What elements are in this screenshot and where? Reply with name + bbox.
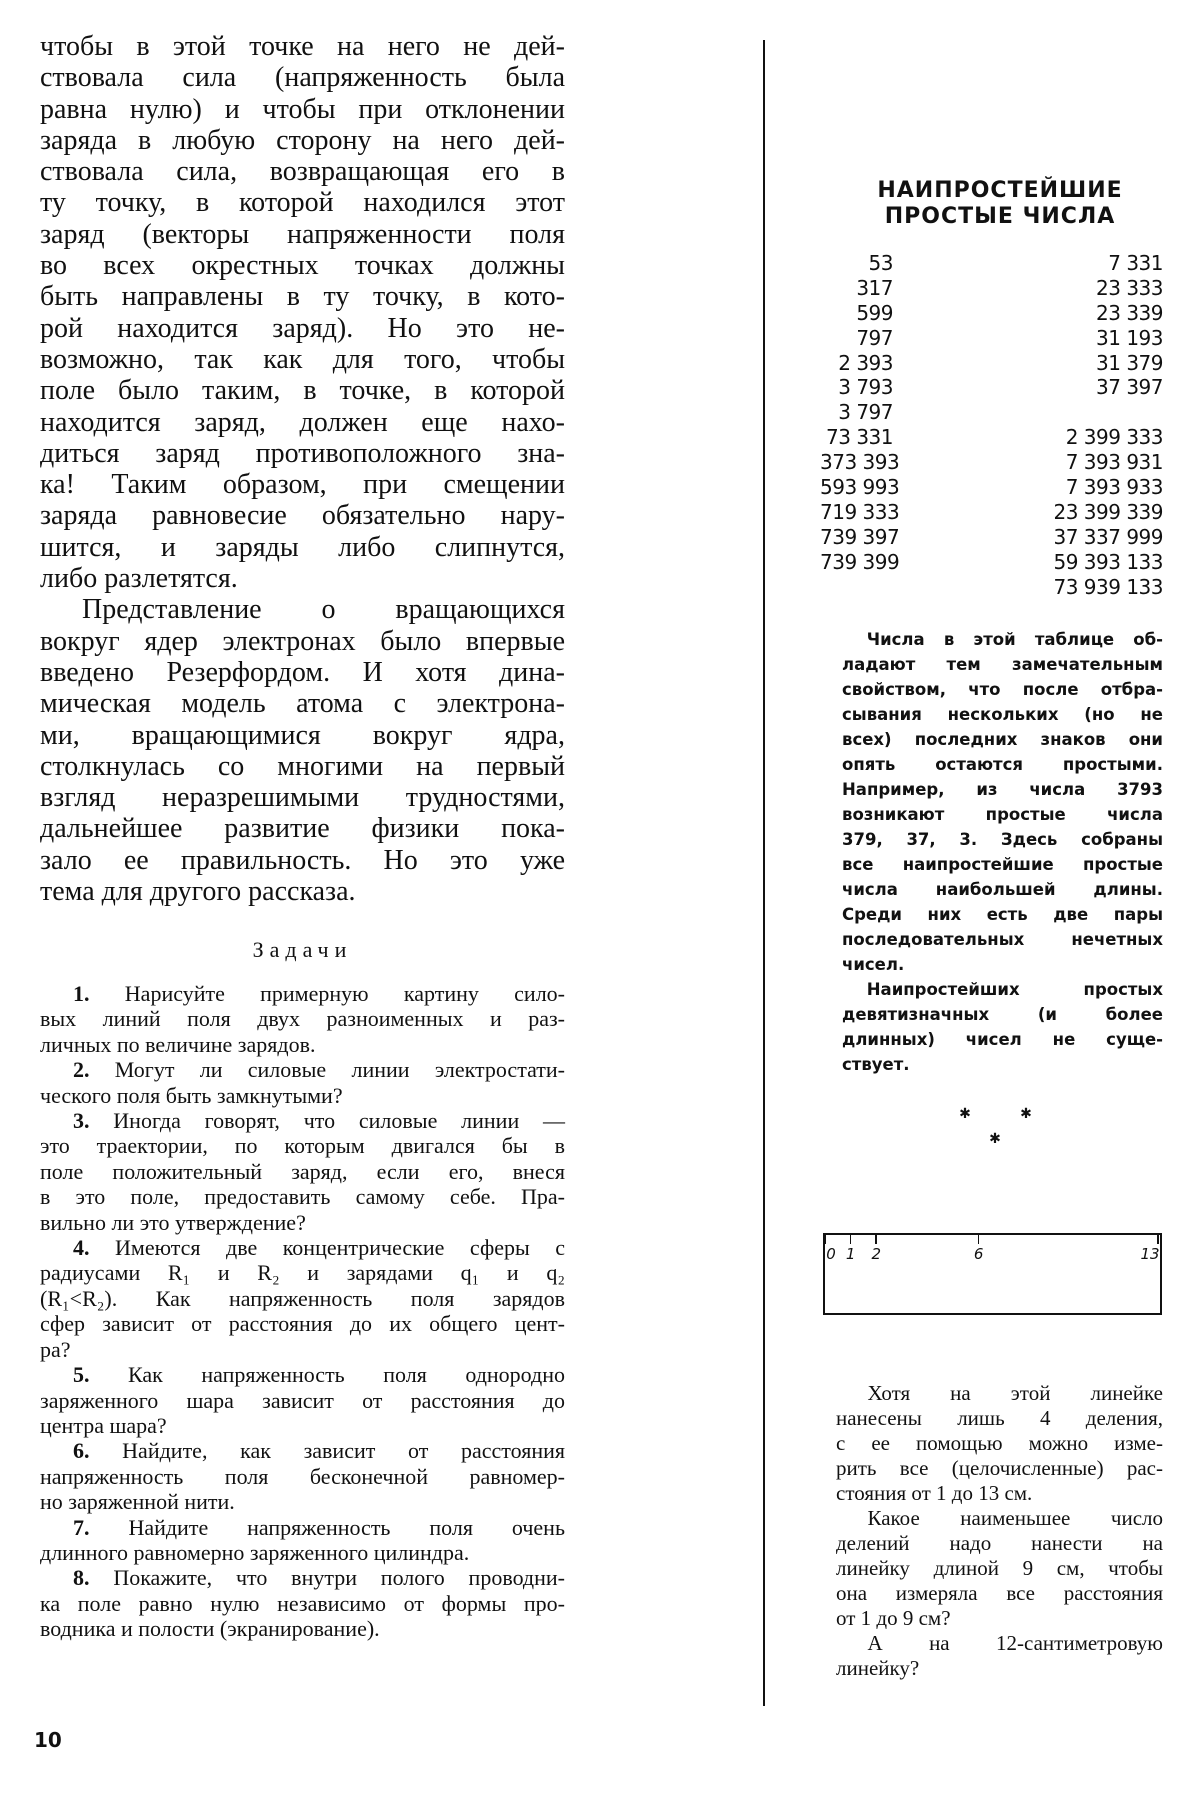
task-line: поле положительный заряд, если его, внеся bbox=[40, 1158, 565, 1184]
text-line: чисел. bbox=[842, 955, 905, 974]
prime-number: 739 399 bbox=[820, 549, 900, 574]
task-line: вых линий поля двух разноименных и раз- bbox=[40, 1006, 565, 1032]
text-line: от 1 до 9 см? bbox=[836, 1606, 951, 1630]
text-line: диться заряд противоположного зна- bbox=[40, 437, 565, 469]
table-title-line: НАИПРОСТЕЙШИЕ bbox=[877, 178, 1123, 203]
text-line: столкнулась со многими на первый bbox=[40, 750, 565, 782]
text-line: числа наибольшей длины. bbox=[842, 880, 1163, 899]
task-line: радиусами R₁ и R₂ и зарядами q₁ и q₂ bbox=[40, 1260, 565, 1286]
text-line: делений надо нанести на bbox=[836, 1531, 1163, 1555]
tasks-list bbox=[40, 981, 565, 1642]
task-line bbox=[40, 1438, 565, 1463]
ruler-tick-label: 6 bbox=[973, 1245, 984, 1263]
task-number: 3. bbox=[73, 1108, 90, 1134]
text-line: ладают тем замечательным bbox=[842, 655, 1163, 674]
task-line: ка поле равно нулю независимо от формы про- bbox=[40, 1590, 565, 1616]
table-note bbox=[842, 627, 1163, 1077]
text-line: ту точку, в которой находился этот bbox=[40, 187, 565, 219]
ruler-tick bbox=[850, 1235, 852, 1244]
prime-number: 31 193 bbox=[1096, 325, 1163, 350]
text-line: равна нулю) и чтобы при отклонении bbox=[40, 93, 565, 125]
task-number: 8. bbox=[73, 1565, 90, 1591]
text-line: она измеряла все расстояния bbox=[836, 1581, 1163, 1605]
task-text: Как напряженность поля однородно bbox=[128, 1362, 566, 1388]
text-line: Представление о вращающихся bbox=[82, 594, 565, 626]
task-line: сфер зависит от расстояния до их общего цент- bbox=[40, 1311, 565, 1337]
text-line: возникают простые числа bbox=[842, 805, 1163, 824]
text-line: свойством, что после отбра- bbox=[842, 680, 1163, 699]
text-line: все наипростейшие простые bbox=[842, 855, 1163, 874]
text-line: чтобы в этой точке на него не дей- bbox=[40, 31, 565, 62]
text-line: нанесены лишь 4 деления, bbox=[836, 1406, 1163, 1430]
prime-number: 2 399 333 bbox=[1065, 425, 1163, 450]
task-line bbox=[40, 1565, 565, 1590]
task-line: (R₁<R₂). Как напряженность поля зарядов bbox=[40, 1285, 565, 1311]
prime-number: 73 939 133 bbox=[1053, 574, 1163, 599]
prime-number: 53 bbox=[868, 251, 893, 275]
task-number: 1. bbox=[73, 981, 90, 1006]
task-line bbox=[40, 981, 565, 1006]
task-number: 5. bbox=[73, 1362, 90, 1388]
text-line: Какое наименьшее число bbox=[867, 1506, 1163, 1530]
task-text: Нарисуйте примерную картину сило- bbox=[124, 981, 565, 1006]
table-title-line: ПРОСТЫЕ ЧИСЛА bbox=[884, 204, 1116, 229]
primes-left-column bbox=[820, 251, 900, 575]
text-line: введено Резерфордом. И хотя дина- bbox=[40, 656, 565, 688]
task-line bbox=[40, 1108, 565, 1133]
column-divider bbox=[763, 40, 765, 1706]
task-line: личных по величине зарядов. bbox=[40, 1031, 316, 1057]
task-line bbox=[40, 1235, 565, 1260]
text-line: ствует. bbox=[842, 1055, 910, 1074]
text-line: мическая модель атома с электрона- bbox=[40, 688, 565, 720]
prime-number: 73 331 bbox=[826, 425, 893, 450]
prime-number: 7 393 931 bbox=[1065, 450, 1163, 475]
text-line: возможно, так как для того, чтобы bbox=[40, 343, 565, 375]
text-line: опять остаются простыми. bbox=[842, 755, 1163, 774]
task-text: Покажите, что внутри полого проводни- bbox=[113, 1565, 565, 1591]
text-line: Хотя на этой линейке bbox=[867, 1381, 1163, 1405]
task-text: Найдите, как зависит от расстояния bbox=[122, 1438, 565, 1464]
text-line: Числа в этой таблице об- bbox=[866, 630, 1163, 649]
text-line: ми, вращающимися вокруг ядра, bbox=[40, 719, 565, 751]
text-line: тема для другого рассказа. bbox=[40, 876, 356, 908]
star-ornament-icon: ✱ bbox=[989, 1131, 1001, 1147]
task-text: Найдите напряженность поля очень bbox=[128, 1514, 565, 1540]
prime-number: 7 331 bbox=[1108, 251, 1163, 275]
text-line: Например, из числа 3793 bbox=[842, 780, 1163, 799]
ruler-tick-label: 0 bbox=[826, 1245, 836, 1263]
task-line: вильно ли это утверждение? bbox=[40, 1209, 306, 1235]
text-line: сывания нескольких (но не bbox=[842, 705, 1163, 724]
task-number: 6. bbox=[73, 1438, 90, 1464]
prime-number: 373 393 bbox=[820, 450, 900, 475]
text-line: во всех окрестных точках должны bbox=[40, 250, 565, 282]
prime-number: 7 393 933 bbox=[1065, 475, 1163, 500]
star-ornament-icon: ✱ bbox=[1020, 1106, 1032, 1122]
text-line: А на 12-сантиметровую bbox=[867, 1631, 1163, 1655]
ruler-tick bbox=[1157, 1235, 1159, 1244]
ruler-tick-label: 13 bbox=[1140, 1245, 1160, 1263]
task-line bbox=[40, 1515, 565, 1540]
prime-number: 37 337 999 bbox=[1053, 524, 1163, 549]
prime-number: 317 bbox=[856, 275, 893, 300]
prime-number: 23 399 339 bbox=[1053, 499, 1163, 524]
text-line: ка! Таким образом, при смещении bbox=[40, 469, 565, 501]
text-line: Среди них есть две пары bbox=[842, 905, 1163, 924]
table-title bbox=[850, 178, 1150, 230]
text-line: 379, 37, 3. Здесь собраны bbox=[842, 830, 1163, 849]
prime-number: 59 393 133 bbox=[1053, 549, 1163, 574]
ruler-tick bbox=[875, 1235, 877, 1244]
task-line: в это поле, предоставить самому себе. Пра- bbox=[40, 1184, 565, 1210]
text-line: поле было таким, в точке, в которой bbox=[40, 375, 565, 407]
text-line: взгляд неразрешимыми трудностями, bbox=[40, 782, 565, 814]
page-number: 10 bbox=[34, 1728, 62, 1752]
prime-number: 739 397 bbox=[820, 524, 900, 549]
prime-number: 593 993 bbox=[820, 475, 900, 500]
task-line: длинного равномерно заряженного цилиндра. bbox=[40, 1539, 470, 1565]
ruler-puzzle-text bbox=[836, 1381, 1163, 1681]
ruler-tick-label: 1 bbox=[845, 1245, 856, 1263]
task-line: заряженного шара зависит от расстояния до bbox=[40, 1387, 565, 1413]
task-line bbox=[40, 1057, 565, 1082]
text-line: быть направлены в ту точку, в кото- bbox=[40, 281, 565, 313]
prime-number: 37 397 bbox=[1096, 375, 1163, 400]
task-text: Могут ли силовые линии электростати- bbox=[114, 1057, 565, 1083]
text-line: Наипростейших простых bbox=[866, 980, 1163, 999]
prime-number: 23 333 bbox=[1096, 275, 1163, 300]
text-line: линейку? bbox=[836, 1656, 920, 1680]
prime-number: 3 793 bbox=[838, 375, 893, 400]
main-text bbox=[40, 31, 565, 907]
text-line: заряда в любую сторону на него дей- bbox=[40, 124, 565, 156]
ruler-tick bbox=[824, 1235, 826, 1244]
text-line: рой находится заряд). Но это не- bbox=[40, 312, 565, 344]
prime-number: 719 333 bbox=[820, 499, 900, 524]
task-text: Иногда говорят, что силовые линии — bbox=[113, 1108, 566, 1134]
primes-right-column bbox=[1000, 251, 1163, 599]
task-line bbox=[40, 1362, 565, 1387]
task-number: 4. bbox=[73, 1235, 90, 1261]
ruler-tick-label: 2 bbox=[871, 1245, 881, 1263]
text-line: заряд (векторы напряженности поля bbox=[40, 218, 565, 250]
text-line: длинных) чисел не суще- bbox=[842, 1030, 1163, 1049]
task-text: Имеются две концентрические сферы с bbox=[115, 1235, 566, 1261]
text-line: девятизначных (и более bbox=[842, 1005, 1163, 1024]
prime-number: 31 379 bbox=[1096, 350, 1163, 375]
prime-number: 3 797 bbox=[838, 400, 893, 425]
text-line: всех) последних знаков они bbox=[842, 730, 1163, 749]
task-line: водника и полости (экранирование). bbox=[40, 1616, 380, 1642]
prime-number: 797 bbox=[856, 325, 893, 350]
star-ornament-icon: ✱ bbox=[959, 1106, 971, 1122]
text-line: ствовала сила, возвращающая его в bbox=[40, 156, 565, 188]
ruler-figure bbox=[823, 1233, 1162, 1315]
prime-number: 599 bbox=[856, 300, 893, 325]
text-line: ствовала сила (напряженность была bbox=[40, 62, 565, 94]
text-line: стояния от 1 до 13 см. bbox=[836, 1481, 1033, 1505]
prime-number: 2 393 bbox=[838, 350, 893, 375]
text-line: рить все (целочисленные) рас- bbox=[836, 1456, 1163, 1480]
task-number: 2. bbox=[73, 1057, 90, 1083]
task-line: напряженность поля бесконечной равномер- bbox=[40, 1463, 565, 1489]
task-line: ра? bbox=[40, 1336, 71, 1362]
text-line: зало ее правильность. Но это уже bbox=[40, 844, 565, 876]
prime-number: 23 339 bbox=[1096, 300, 1163, 325]
text-line: заряда равновесие обязательно нару- bbox=[40, 500, 565, 532]
text-line: шится, и заряды либо слипнутся, bbox=[40, 531, 565, 563]
text-line: последовательных нечетных bbox=[842, 930, 1163, 949]
text-line: вокруг ядер электронах было впервые bbox=[40, 625, 565, 657]
text-line: либо разлетятся. bbox=[40, 563, 238, 595]
tasks-heading: Задачи bbox=[252, 937, 353, 962]
task-line: центра шара? bbox=[40, 1412, 167, 1438]
task-number: 7. bbox=[73, 1514, 90, 1540]
prime-number bbox=[1000, 400, 1163, 425]
text-line: находится заряд, должен еще нахо- bbox=[40, 406, 565, 438]
task-line: но заряженной нити. bbox=[40, 1489, 235, 1515]
text-line: линейку длиной 9 см, чтобы bbox=[836, 1556, 1163, 1580]
task-line: ческого поля быть замкнутыми? bbox=[40, 1082, 343, 1108]
ruler-tick bbox=[978, 1235, 980, 1244]
text-line: с ее помощью можно изме- bbox=[836, 1431, 1163, 1455]
task-line: это траектории, по которым двигался бы в bbox=[40, 1133, 565, 1159]
text-line: дальнейшее развитие физики пока- bbox=[40, 813, 565, 845]
